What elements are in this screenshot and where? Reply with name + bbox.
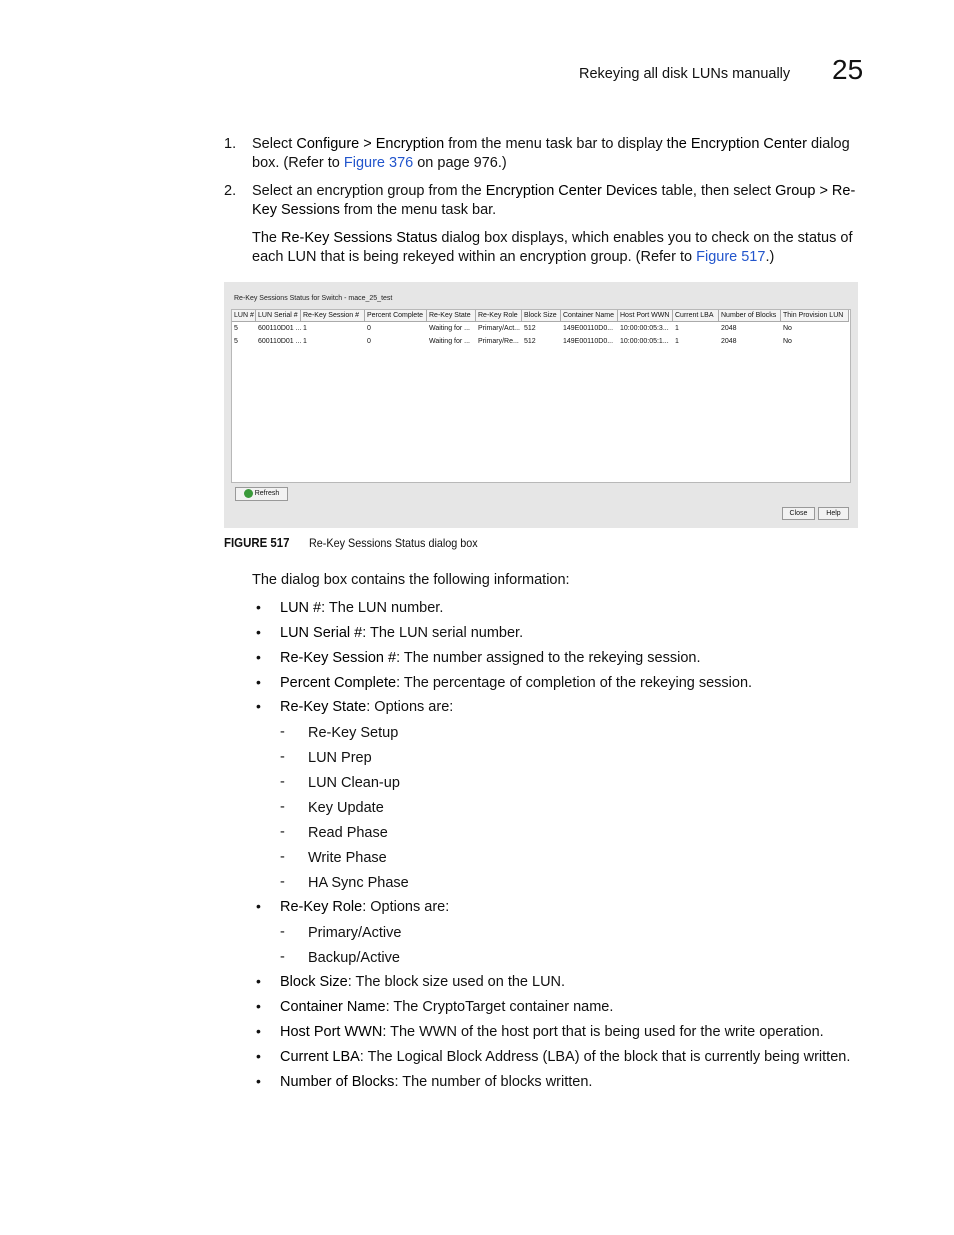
close-button[interactable]: Close <box>782 507 815 520</box>
ui-term: Configure > Encryption <box>296 136 445 152</box>
text-run: dialog box. (Refer to <box>252 136 850 171</box>
item-desc: : Options are: <box>366 699 454 715</box>
list-item <box>280 698 453 717</box>
dash-marker: - <box>280 774 285 790</box>
ui-term: Encryption Center Devices <box>485 183 658 199</box>
text-run: dialog box displays, which enables you to check on the status of each LUN that is being rekeyed within an encryption group. (Refer to <box>252 230 853 265</box>
bullet-icon: • <box>256 649 261 665</box>
table-cell: Primary/Act... <box>478 325 521 332</box>
dash-marker: - <box>280 824 285 840</box>
text-run: from the menu task bar. <box>339 202 497 218</box>
bullet-icon: • <box>256 1023 261 1039</box>
dash-marker: - <box>280 724 285 740</box>
column-header[interactable]: Re-Key Session # <box>301 310 365 322</box>
item-term: Percent Complete <box>280 675 397 691</box>
dash-marker: - <box>280 849 285 865</box>
table-cell: 1 <box>675 325 679 332</box>
caption-label: FIGURE 517 <box>224 535 290 550</box>
table-cell: 0 <box>367 325 371 332</box>
text-run: from the menu task bar to display t <box>444 136 671 152</box>
item-term: LUN # <box>280 600 322 616</box>
table-cell: Waiting for ... <box>429 325 470 332</box>
bullet-icon: • <box>256 1073 261 1089</box>
text-run: on page 976.) <box>413 155 507 171</box>
text-run: table, then select <box>657 183 776 199</box>
step-number: 1. <box>224 136 237 152</box>
sub-item: Re-Key Setup <box>308 725 399 741</box>
dash-marker: - <box>280 799 285 815</box>
dash-marker: - <box>280 949 285 965</box>
column-header[interactable]: LUN # <box>232 310 256 322</box>
intro-text: The dialog box contains the following information: <box>252 572 570 588</box>
item-desc: : The WWN of the host port that is being used for the write operation. <box>382 1024 824 1040</box>
dash-marker: - <box>280 874 285 890</box>
sub-item: LUN Clean-up <box>308 775 400 791</box>
list-item <box>280 1023 824 1042</box>
table-cell: 512 <box>524 338 536 345</box>
table-cell: 1 <box>675 338 679 345</box>
column-header[interactable]: Current LBA <box>673 310 719 322</box>
sub-item: Read Phase <box>308 825 388 841</box>
table-cell: 512 <box>524 325 536 332</box>
text-run: Select an encryption group from the <box>252 183 486 199</box>
item-desc: : The percentage of completion of the rekeying session. <box>396 675 753 691</box>
step-text <box>252 135 860 173</box>
column-header[interactable]: Number of Blocks <box>719 310 781 322</box>
item-desc: : The number of blocks written. <box>394 1074 593 1090</box>
table-cell: No <box>783 325 792 332</box>
table-cell: Primary/Re... <box>478 338 519 345</box>
sub-item: Key Update <box>308 800 384 816</box>
help-button[interactable]: Help <box>818 507 849 520</box>
figure-caption <box>224 535 478 551</box>
column-header[interactable]: Re-Key State <box>427 310 476 322</box>
step-text <box>252 182 860 220</box>
sessions-table[interactable] <box>231 309 851 483</box>
item-term: Re-Key Session # <box>280 650 397 666</box>
item-desc: : The LUN serial number. <box>362 625 524 641</box>
column-header[interactable]: Percent Complete <box>365 310 427 322</box>
item-term: Current LBA <box>280 1049 360 1065</box>
item-term: Re-Key State <box>280 699 367 715</box>
figure-link[interactable]: Figure 517 <box>696 249 766 265</box>
bullet-icon: • <box>256 998 261 1014</box>
sub-item: Backup/Active <box>308 950 400 966</box>
table-cell: 2048 <box>721 338 737 345</box>
list-item <box>280 1073 592 1092</box>
item-desc: : The block size used on the LUN. <box>347 974 566 990</box>
column-header[interactable]: Host Port WWN <box>618 310 673 322</box>
table-cell: Waiting for ... <box>429 338 470 345</box>
caption-text: Re-Key Sessions Status dialog box <box>309 536 478 550</box>
step-number: 2. <box>224 183 237 199</box>
list-item <box>280 649 700 668</box>
column-header[interactable]: Re-Key Role <box>476 310 522 322</box>
sub-item: HA Sync Phase <box>308 875 409 891</box>
text-run: Select <box>252 136 297 152</box>
bullet-icon: • <box>256 698 261 714</box>
item-desc: : The number assigned to the rekeying session. <box>396 650 701 666</box>
sub-item: LUN Prep <box>308 750 372 766</box>
table-cell: 5 <box>234 325 238 332</box>
table-cell: 2048 <box>721 325 737 332</box>
bullet-icon: • <box>256 1048 261 1064</box>
column-header[interactable]: Container Name <box>561 310 618 322</box>
item-desc: : The LUN number. <box>321 600 444 616</box>
ui-term: he Encryption Center <box>670 136 807 152</box>
item-desc: : Options are: <box>362 899 450 915</box>
sub-item: Primary/Active <box>308 925 402 941</box>
list-item <box>280 1048 850 1067</box>
item-term: Container Name <box>280 999 386 1015</box>
ui-term: Re-Key Sessions Status <box>281 230 438 246</box>
table-cell: 10:00:00:05:3... <box>620 325 669 332</box>
table-cell: 0 <box>367 338 371 345</box>
column-header[interactable]: Block Size <box>522 310 561 322</box>
table-cell: 149E00110D0... <box>563 338 614 345</box>
bullet-icon: • <box>256 599 261 615</box>
bullet-icon: • <box>256 898 261 914</box>
refresh-button[interactable] <box>235 487 288 501</box>
table-cell: 1 <box>303 338 307 345</box>
item-term: Number of Blocks <box>280 1074 395 1090</box>
dialog-title: Re-Key Sessions Status for Switch - mace_25_test <box>234 295 393 302</box>
text-run: The <box>252 230 282 246</box>
table-cell: No <box>783 338 792 345</box>
text-run: .) <box>765 249 775 265</box>
table-cell: 1 <box>303 325 307 332</box>
item-term: Re-Key Role <box>280 899 363 915</box>
sub-item: Write Phase <box>308 850 387 866</box>
item-desc: : The CryptoTarget container name. <box>385 999 614 1015</box>
list-item <box>280 624 523 643</box>
figure-dialog <box>224 282 858 528</box>
item-term: Host Port WWN <box>280 1024 383 1040</box>
bullet-icon: • <box>256 624 261 640</box>
table-cell: 5 <box>234 338 238 345</box>
item-term: Block Size <box>280 974 348 990</box>
list-item <box>280 898 449 917</box>
bullet-icon: • <box>256 973 261 989</box>
bullet-icon: • <box>256 674 261 690</box>
table-cell: 600110D01 ... <box>258 325 301 332</box>
dash-marker: - <box>280 924 285 940</box>
list-item <box>280 599 443 618</box>
item-term: LUN Serial # <box>280 625 363 641</box>
chapter-number: 25 <box>832 54 864 85</box>
list-item <box>280 674 752 693</box>
figure-link[interactable]: Figure 376 <box>343 155 414 171</box>
refresh-icon <box>244 489 253 498</box>
header-title: Rekeying all disk LUNs manually <box>579 66 791 82</box>
refresh-label: Refresh <box>254 490 280 497</box>
list-item <box>280 973 565 992</box>
table-cell: 10:00:00:05:1... <box>620 338 669 345</box>
list-item <box>280 998 613 1017</box>
column-header[interactable]: Thin Provision LUN <box>781 310 849 322</box>
status-paragraph <box>252 229 864 267</box>
table-cell: 600110D01 ... <box>258 338 301 345</box>
table-cell: 149E00110D0... <box>563 325 614 332</box>
column-header[interactable]: LUN Serial # <box>256 310 301 322</box>
item-desc: : The Logical Block Address (LBA) of the block that is currently being written. <box>359 1049 851 1065</box>
dash-marker: - <box>280 749 285 765</box>
ui-term: Group > Re-Key Sessions <box>252 183 856 218</box>
